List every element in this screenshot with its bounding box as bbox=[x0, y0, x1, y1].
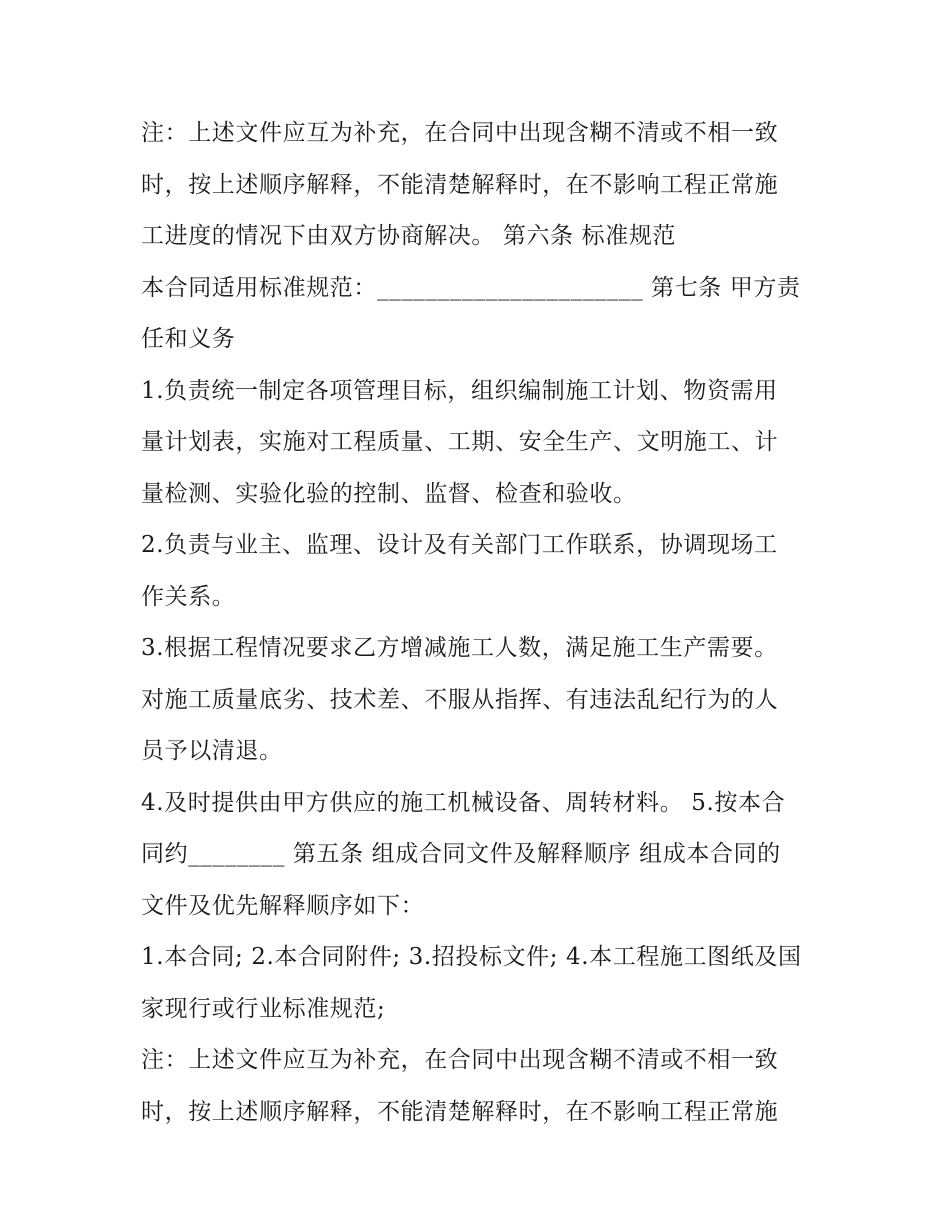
text-line: 本合同适用标准规范：______________________ 第七条 甲方责 bbox=[141, 274, 801, 301]
text-line: 时，按上述顺序解释，不能清楚解释时，在不影响工程正常施 bbox=[141, 171, 779, 198]
text-line: 1.负责统一制定各项管理目标，组织编制施工计划、物资需用 bbox=[141, 377, 778, 404]
text-line: 家现行或行业标准规范; bbox=[141, 995, 386, 1022]
text-line: 文件及优先解释顺序如下： bbox=[141, 892, 425, 919]
text-line: 量检测、实验化验的控制、监督、检查和验收。 bbox=[141, 480, 637, 507]
text-line: 4.及时提供由甲方供应的施工机械设备、周转材料。 5.按本合 bbox=[141, 789, 786, 816]
document-body bbox=[141, 108, 821, 1138]
text-line: 工进度的情况下由双方协商解决。 第六条 标准规范 bbox=[141, 223, 677, 249]
text-line: 注：上述文件应互为补充，在合同中出现含糊不清或不相一致 bbox=[141, 120, 779, 146]
text-line: 同约________ 第五条 组成合同文件及解释顺序 组成本合同的 bbox=[141, 841, 781, 867]
text-line: 3.根据工程情况要求乙方增减施工人数，满足施工生产需要。 bbox=[141, 635, 778, 661]
text-line: 注：上述文件应互为补充，在合同中出现含糊不清或不相一致 bbox=[141, 1047, 779, 1073]
text-line: 作关系。 bbox=[141, 583, 236, 610]
text-line: 时，按上述顺序解释，不能清楚解释时，在不影响工程正常施 bbox=[141, 1098, 779, 1125]
text-line: 1.本合同; 2.本合同附件; 3.招投标文件; 4.本工程施工图纸及国 bbox=[141, 944, 802, 970]
text-line: 2.负责与业主、监理、设计及有关部门工作联系，协调现场工 bbox=[141, 532, 778, 558]
text-line: 对施工质量底劣、技术差、不服从指挥、有违法乱纪行为的人 bbox=[141, 686, 779, 713]
text-line: 量计划表，实施对工程质量、工期、安全生产、文明施工、计 bbox=[141, 429, 779, 455]
text-line: 任和义务 bbox=[141, 326, 236, 352]
text-line: 员予以清退。 bbox=[141, 738, 283, 764]
